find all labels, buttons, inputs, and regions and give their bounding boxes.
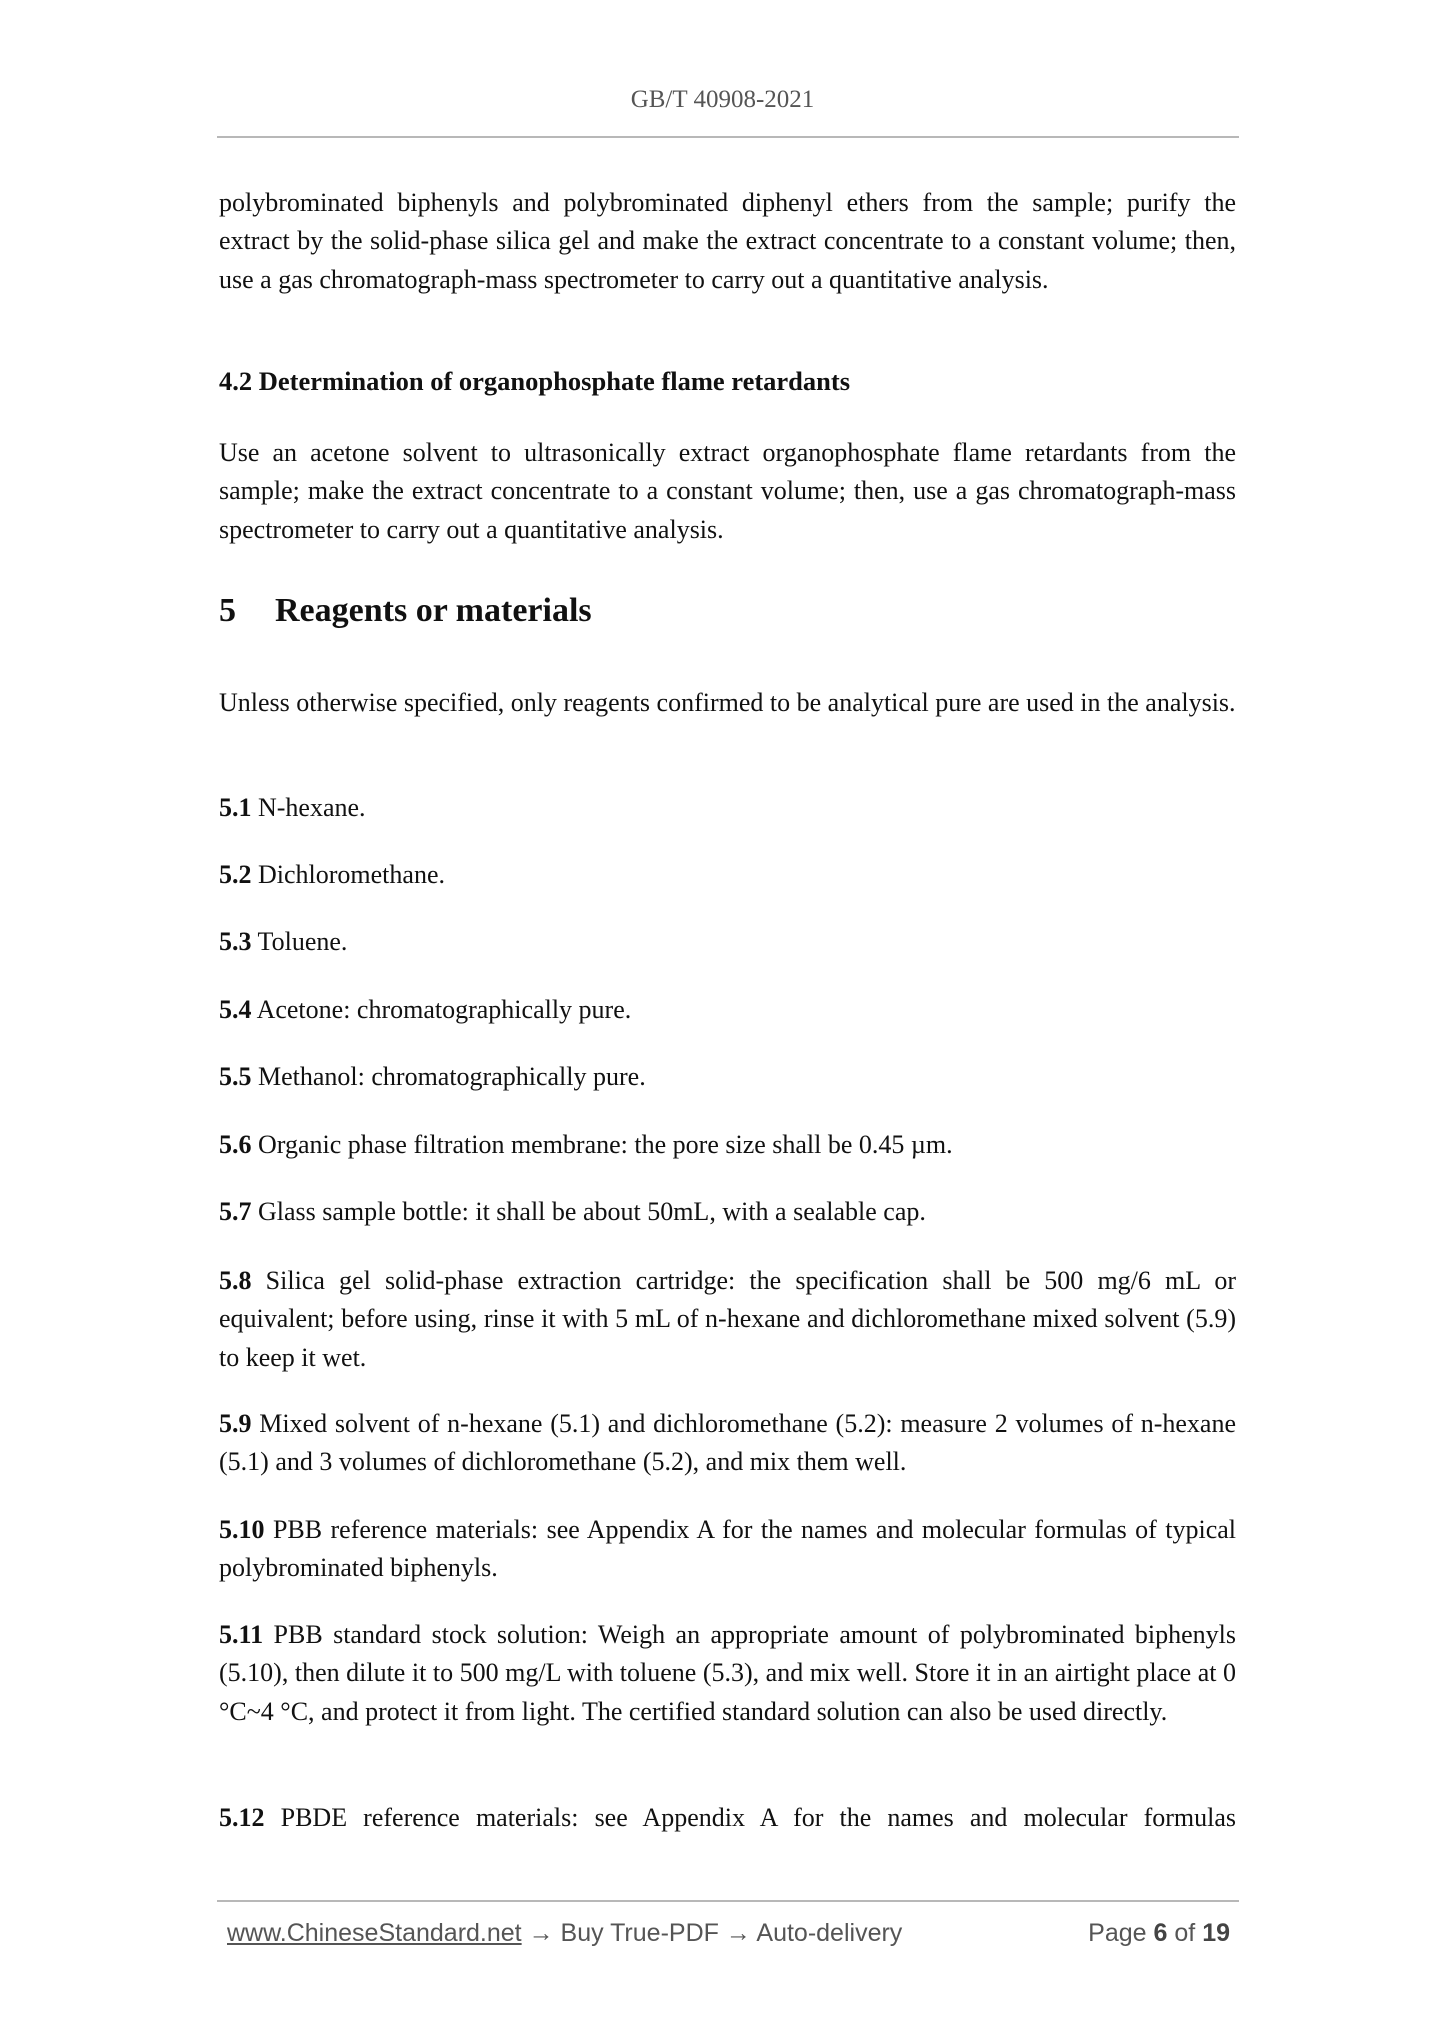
section-5-intro: Unless otherwise specified, only reagents confirmed to be analytical pure are used in the analysis. bbox=[219, 688, 1236, 717]
intro-paragraph: polybrominated biphenyls and polybrominated diphenyl ethers from the sample; purify the extract by the solid-phase silica gel and make the extract concentrate to a constant volume; then, use a gas chromatograph-mass spectrometer to carry out a quantitative analysis. bbox=[219, 188, 1236, 294]
list-item: 5.7 Glass sample bottle: it shall be about 50mL, with a sealable cap. bbox=[219, 1197, 926, 1226]
list-item: 5.9 Mixed solvent of n-hexane (5.1) and dichloromethane (5.2): measure 2 volumes of n-hexane (5.1) and 3 volumes of dichloromethane (5.2), and mix them well. bbox=[219, 1409, 1237, 1477]
list-item: 5.4 Acetone: chromatographically pure. bbox=[219, 995, 632, 1024]
list-item: 5.6 Organic phase filtration membrane: the pore size shall be 0.45 µm. bbox=[219, 1130, 953, 1159]
list-item: 5.5 Methanol: chromatographically pure. bbox=[219, 1062, 646, 1091]
paragraph-4-2: Use an acetone solvent to ultrasonically extract organophosphate flame retardants from the sample; make the extract concentrate to a constant volume; then, use a gas chromatograph-mass spectrometer to carry out a quantitative analysis. bbox=[219, 438, 1236, 544]
heading-4-2: 4.2 Determination of organophosphate flame retardants bbox=[219, 366, 851, 396]
footer-divider bbox=[217, 1900, 1239, 1902]
website-link[interactable]: www.ChineseStandard.net bbox=[227, 1919, 522, 1947]
footer bbox=[227, 1919, 1230, 1948]
list-item: 5.3 Toluene. bbox=[219, 927, 348, 956]
list-item: 5.8 Silica gel solid-phase extraction cartridge: the specification shall be 500 mg/6 mL or equivalent; before using, rinse it with 5 mL of n-hexane and dichloromethane mixed solvent (5.9) to keep it wet. bbox=[219, 1266, 1237, 1372]
header-divider bbox=[217, 136, 1239, 138]
list-item: 5.2 Dichloromethane. bbox=[219, 860, 445, 889]
footer-promo: www.ChineseStandard.net → Buy True-PDF → Auto-delivery bbox=[227, 1919, 903, 1947]
list-item: 5.11 PBB standard stock solution: Weigh an appropriate amount of polybrominated biphenyls (5.10), then dilute it to 500 mg/L with toluene (5.3), and mix well. Store it in an airtight place at 0 °C~4 °C, and protect it from light. The certified standard solution can also be used directly. bbox=[219, 1620, 1236, 1726]
page-indicator: Page 6 of 19 bbox=[1088, 1919, 1230, 1947]
list-item: 5.1 N-hexane. bbox=[219, 793, 366, 822]
list-item: 5.12 PBDE reference materials: see Appendix A for the names and molecular formulas bbox=[219, 1803, 1236, 1832]
section-5-heading: 5 Reagents or materials bbox=[219, 592, 592, 629]
list-item: 5.10 PBB reference materials: see Appendix A for the names and molecular formulas of typical polybrominated biphenyls. bbox=[219, 1515, 1236, 1583]
document-id-header: GB/T 40908-2021 bbox=[630, 86, 815, 113]
